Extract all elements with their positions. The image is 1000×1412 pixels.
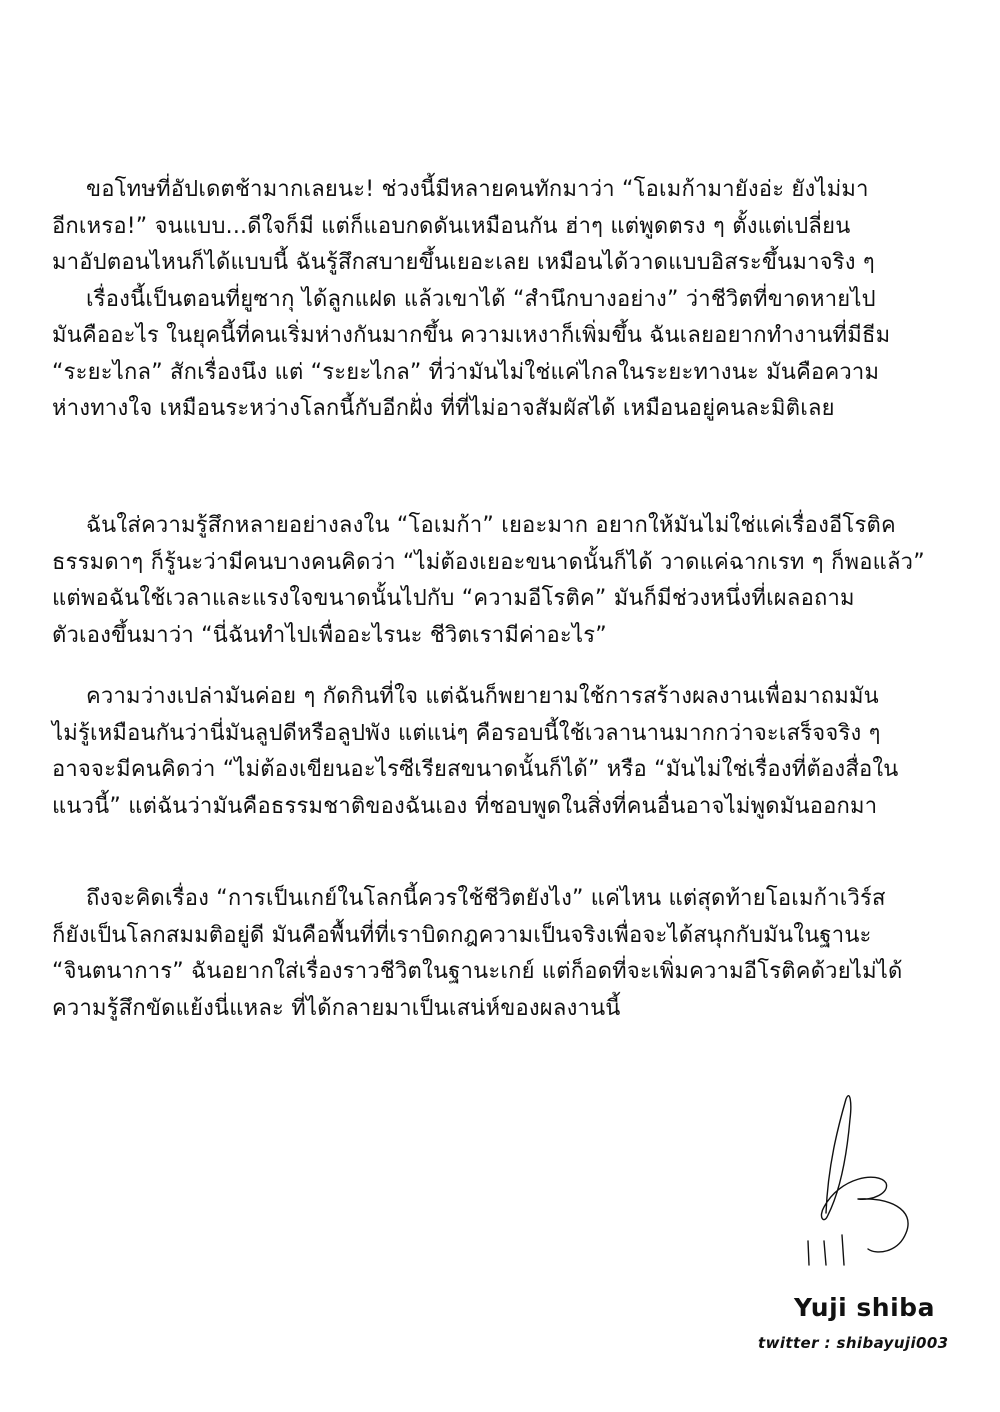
paragraph-3 (52, 679, 972, 825)
text-line: อาจจะมีคนคิดว่า “ไม่ต้องเขียนอะไรซีเรียสขนาดนั้นก็ได้” หรือ “มันไม่ใช่เรื่องที่ต้องสื่อใน (52, 757, 899, 782)
author-name: Yuji shiba (794, 1293, 935, 1322)
text-line: ห่างทางใจ เหมือนระหว่างโลกนี้กับอีกฝั่ง ที่ที่ไม่อาจสัมผัสได้ เหมือนอยู่คนละมิติเลย (52, 396, 835, 421)
text-line: “ระยะไกล” สักเรื่องนึง แต่ “ระยะไกล” ที่ว่ามันไม่ใช่แค่ไกลในระยะทางนะ มันคือความ (52, 359, 880, 385)
text-line: ถึงจะคิดเรื่อง “การเป็นเกย์ในโลกนี้ควรใช้ชีวิตยังไง” แค่ไหน แต่สุดท้ายโอเมก้าเวิร์ส (86, 886, 886, 911)
paragraph-4 (52, 881, 972, 1027)
text-line: ธรรมดาๆ ก็รู้นะว่ามีคนบางคนคิดว่า “ไม่ต้องเยอะขนาดนั้นก็ได้ วาดแค่ฉากเรท ๆ ก็พอแล้ว” (52, 549, 925, 575)
paragraph-2 (52, 508, 972, 654)
text-line: แนวนี้” แต่ฉันว่ามันคือธรรมชาติของฉันเอง ที่ชอบพูดในสิ่งที่คนอื่นอาจไม่พูดมันออกมา (52, 793, 878, 819)
text-line: ขอโทษที่อัปเดตช้ามากเลยนะ! ช่วงนี้มีหลายคนทักมาว่า “โอเมก้ามายังอ่ะ ยังไม่มา (86, 177, 869, 202)
text-line: “จินตนาการ” ฉันอยากใส่เรื่องราวชีวิตในฐานะเกย์ แต่ก็อดที่จะเพิ่มความอีโรติคด้วยไม่ได้ (52, 959, 903, 984)
paragraph-1 (52, 172, 972, 428)
text-line: แต่พอฉันใช้เวลาและแรงใจขนาดนั้นไปกับ “ความอีโรติค” มันก็มีช่วงหนึ่งที่เผลอถาม (52, 586, 855, 611)
text-line: ตัวเองขึ้นมาว่า “นี่ฉันทำไปเพื่ออะไรนะ ชีวิตเรามีค่าอะไร” (52, 622, 607, 648)
text-line: มาอัปตอนไหนก็ได้แบบนี้ ฉันรู้สึกสบายขึ้นเยอะเลย เหมือนได้วาดแบบอิสระขึ้นมาจริง ๆ (52, 250, 875, 275)
text-line: ไม่รู้เหมือนกันว่านี่มันลูปดีหรือลูปพัง แต่แน่ๆ คือรอบนี้ใช้เวลานานมากกว่าจะเสร็จจริง ๆ (52, 720, 881, 746)
author-twitter-handle: twitter : shibayuji003 (758, 1334, 949, 1352)
text-line: ฉันใส่ความรู้สึกหลายอย่างลงใน “โอเมก้า” เยอะมาก อยากให้มันไม่ใช่แค่เรื่องอีโรติค (86, 513, 896, 538)
text-line: ความว่างเปล่ามันค่อย ๆ กัดกินที่ใจ แต่ฉันก็พยายามใช้การสร้างผลงานเพื่อมาถมมัน (86, 684, 879, 709)
text-line: ก็ยังเป็นโลกสมมติอยู่ดี มันคือพื้นที่ที่เราบิดกฎความเป็นจริงเพื่อจะได้สนุกกับมันในฐานะ (52, 922, 872, 948)
text-line: เรื่องนี้เป็นตอนที่ยูซากุ ได้ลูกแฝด แล้วเขาได้ “สำนึกบางอย่าง” ว่าชีวิตที่ขาดหายไป (86, 286, 876, 312)
text-line: ความรู้สึกขัดแย้งนี่แหละ ที่ได้กลายมาเป็นเสน่ห์ของผลงานนี้ (52, 995, 621, 1021)
text-line: มันคืออะไร ในยุคนี้ที่คนเริ่มห่างกันมากขึ้น ความเหงาก็เพิ่มขึ้น ฉันเลยอยากทำงานที่มีธีม (52, 323, 891, 348)
text-line: อีกเหรอ!” จนแบบ...ดีใจก็มี แต่ก็แอบกดดันเหมือนกัน ฮ่าๆ แต่พูดตรง ๆ ตั้งแต่เปลี่ยน (52, 213, 851, 239)
handwritten-signature (788, 1085, 958, 1285)
